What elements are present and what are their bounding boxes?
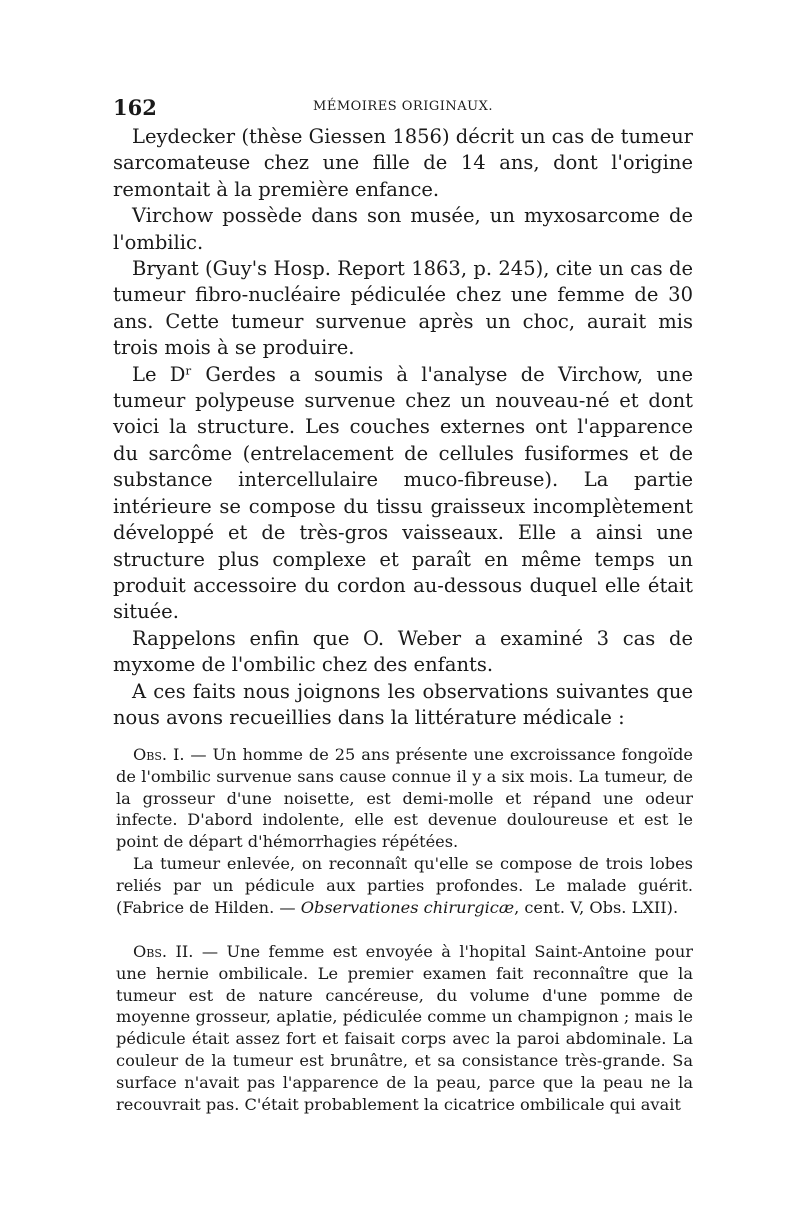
observation-2: [116, 941, 693, 1115]
page-header: [113, 95, 693, 119]
observation-1-paragraph-1: [116, 744, 693, 853]
observation-1-label: Obs. I.: [133, 745, 185, 764]
observation-1-text-2: La tumeur enlevée, on reconnaît qu'elle se compose de trois lobes reliés par un pédicule aux parties profondes. Le malade guérit. (Fabrice de Hilden. —: [116, 853, 693, 917]
observation-1-text: — Un homme de 25 ans présente une excroissance fongoïde de l'ombilic survenue sans cause connue il y a six mois. La tumeur, de la grosseur d'une noisette, est demi-molle et répand une odeur infecte. D'abord indolente, elle est devenue douloureuse et est le point de départ d'hémorrhagies répétées.: [116, 745, 693, 852]
observation-2-paragraph: [116, 941, 693, 1115]
paragraph-virchow: Virchow possède dans son musée, un myxosarcome de l'ombilic.: [113, 204, 693, 254]
observation-1-source-title: Observationes chirurgicæ: [300, 897, 515, 917]
paragraph-weber: Rappelons enfin que O. Weber a examiné 3 cas de myxome de l'ombilic chez des enfants.: [113, 626, 693, 677]
observation-2-label: Obs. II.: [133, 942, 194, 961]
observation-1: [116, 744, 693, 918]
page-number: 162: [113, 95, 157, 120]
observation-2-text: — Une femme est envoyée à l'hopital Saint-Antoine pour une hernie ombilicale. Le premier examen fait reconnaître que la tumeur est de nature cancéreuse, du volume d'une pomme de moyenne grosseur, aplatie, pédiculée comme un champignon ; mais le pédicule était assez fort et faisait corps avec la paroi abdominale. La couleur de la tumeur est brunâtre, et sa consistance très-grande. Sa surface n'avait pas l'apparence de la peau, parce que la peau ne la recouvrait pas. C'était probablement la cicatrice ombilicale qui avait: [116, 942, 693, 1114]
running-head: MÉMOIRES ORIGINAUX.: [313, 99, 493, 114]
observation-1-paragraph-2: [116, 853, 693, 918]
paragraph-bryant: Bryant (Guy's Hosp. Report 1863, p. 245), cite un cas de tumeur fibro-nucléaire pédiculée chez une femme de 30 ans. Cette tumeur survenue après un choc, aurait mis trois mois à se produire.: [113, 257, 693, 360]
paragraph-leydecker: Leydecker (thèse Giessen 1856) décrit un cas de tumeur sarcomateuse chez une fille de 14 ans, dont l'origine remontait à la première enfance.: [113, 125, 693, 201]
body-text: [113, 124, 693, 731]
paragraph-intro-observations: A ces faits nous joignons les observations suivantes que nous avons recueillies dans la littérature médicale :: [113, 679, 693, 729]
observation-1-source-ref: , cent. V, Obs. LXII).: [514, 897, 679, 917]
paragraph-gerdes: Le Dʳ Gerdes a soumis à l'analyse de Virchow, une tumeur polypeuse survenue chez un nouveau-né et dont voici la structure. Les couches externes ont l'apparence du sarcôme (entrelacement de cellules fusiformes et de substance intercellulaire muco-fibreuse). La partie intérieure se compose du tissu graisseux incomplètement développé et de très-gros vaisseaux. Elle a ainsi une structure plus complexe et paraît en même temps un produit accessoire du cordon au-dessous duquel elle était située.: [113, 362, 693, 624]
